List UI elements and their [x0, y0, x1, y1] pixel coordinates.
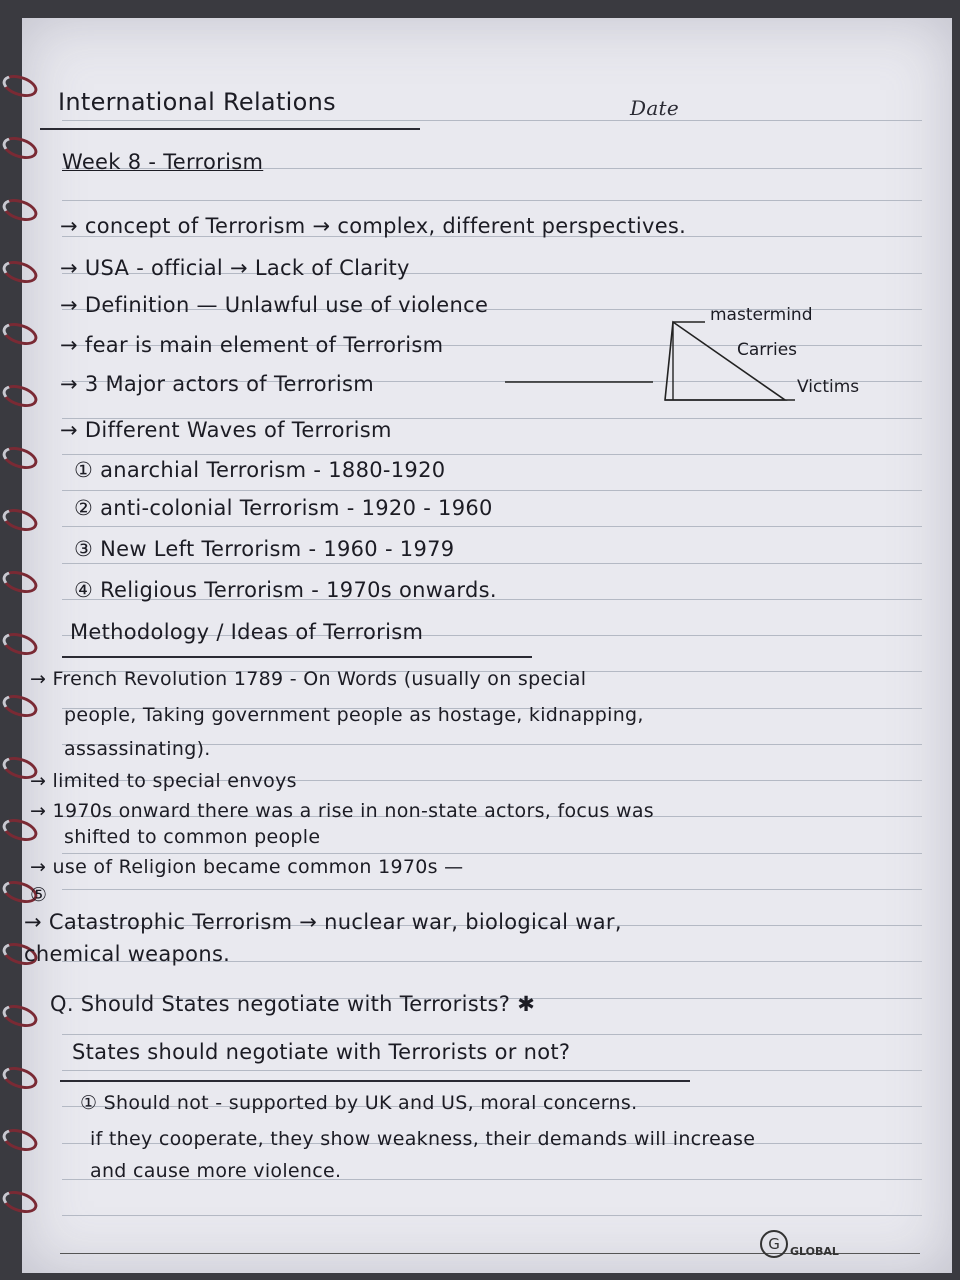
section-heading: Methodology / Ideas of Terrorism: [70, 620, 424, 644]
ring-icon: [0, 195, 40, 225]
ring-icon: [0, 567, 40, 597]
question-line: Q. Should States negotiate with Terrorists? ✱: [50, 992, 536, 1016]
week-heading: Week 8 - Terrorism: [62, 150, 264, 174]
ruled-line: [62, 454, 922, 455]
ring-icon: [0, 71, 40, 101]
ruled-line: [62, 120, 922, 121]
note-line: → 1970s onward there was a rise in non-state actors, focus was: [30, 800, 654, 822]
brand-logo: [760, 1230, 839, 1258]
ring-icon: [0, 319, 40, 349]
note-line: ⑤: [30, 884, 48, 906]
ruled-line: [62, 526, 922, 527]
ring-icon: [0, 1187, 40, 1217]
note-line: → Different Waves of Terrorism: [60, 418, 392, 442]
diagram-label-carries: Carries: [737, 340, 798, 360]
note-line: ① Should not - supported by UK and US, moral concerns.: [80, 1092, 638, 1114]
ring-icon: [0, 505, 40, 535]
ring-icon: [0, 1125, 40, 1155]
question-underline: [60, 1080, 690, 1082]
ruled-line: [62, 200, 922, 201]
note-line: → fear is main element of Terrorism: [60, 333, 444, 357]
note-line: shifted to common people: [64, 826, 321, 848]
page-title: International Relations: [58, 88, 336, 116]
diagram-label-victims: Victims: [797, 377, 860, 397]
note-line: chemical weapons.: [24, 942, 231, 966]
note-line: ③ New Left Terrorism - 1960 - 1979: [74, 537, 455, 561]
ruled-line: [62, 1070, 922, 1071]
note-line: → French Revolution 1789 - On Words (usually on special: [30, 668, 587, 690]
ring-icon: [0, 257, 40, 287]
note-line: and cause more violence.: [90, 1160, 342, 1182]
note-line: → 3 Major actors of Terrorism: [60, 372, 374, 396]
note-line: ② anti-colonial Terrorism - 1920 - 1960: [74, 496, 493, 520]
note-line: ① anarchial Terrorism - 1880-1920: [74, 458, 446, 482]
ruled-line: [62, 1034, 922, 1035]
date-label: Date: [630, 96, 680, 120]
note-line: → Definition — Unlawful use of violence: [60, 293, 489, 317]
note-line: ④ Religious Terrorism - 1970s onwards.: [74, 578, 497, 602]
ruled-line: [62, 853, 922, 854]
spiral-binding: [0, 0, 40, 1280]
ring-icon: [0, 381, 40, 411]
title-underline: [40, 128, 420, 130]
note-line: → use of Religion became common 1970s —: [30, 856, 464, 878]
ruled-line: [62, 889, 922, 890]
note-line: States should negotiate with Terrorists or not?: [72, 1040, 571, 1064]
diagram-label-mastermind: mastermind: [710, 305, 813, 325]
ring-icon: [0, 133, 40, 163]
section-underline: [62, 656, 532, 658]
ring-icon: [0, 691, 40, 721]
logo-text: GLOBAL: [790, 1245, 839, 1258]
notebook-page: [22, 18, 952, 1273]
ring-icon: [0, 629, 40, 659]
note-line: → concept of Terrorism → complex, different perspectives.: [60, 214, 687, 238]
actors-diagram: [505, 300, 925, 410]
note-line: assassinating).: [64, 738, 211, 760]
ring-icon: [0, 1001, 40, 1031]
note-line: → limited to special envoys: [30, 770, 297, 792]
note-line: people, Taking government people as hostage, kidnapping,: [64, 704, 644, 726]
ruled-line: [62, 1215, 922, 1216]
ruled-line: [62, 563, 922, 564]
logo-g-icon: G: [760, 1230, 788, 1258]
triangle-icon: [665, 322, 785, 400]
ring-icon: [0, 443, 40, 473]
note-line: if they cooperate, they show weakness, their demands will increase: [90, 1128, 756, 1150]
ring-icon: [0, 1063, 40, 1093]
note-line: → USA - official → Lack of Clarity: [60, 256, 410, 280]
note-line: → Catastrophic Terrorism → nuclear war, biological war,: [24, 910, 622, 934]
ruled-line: [62, 490, 922, 491]
